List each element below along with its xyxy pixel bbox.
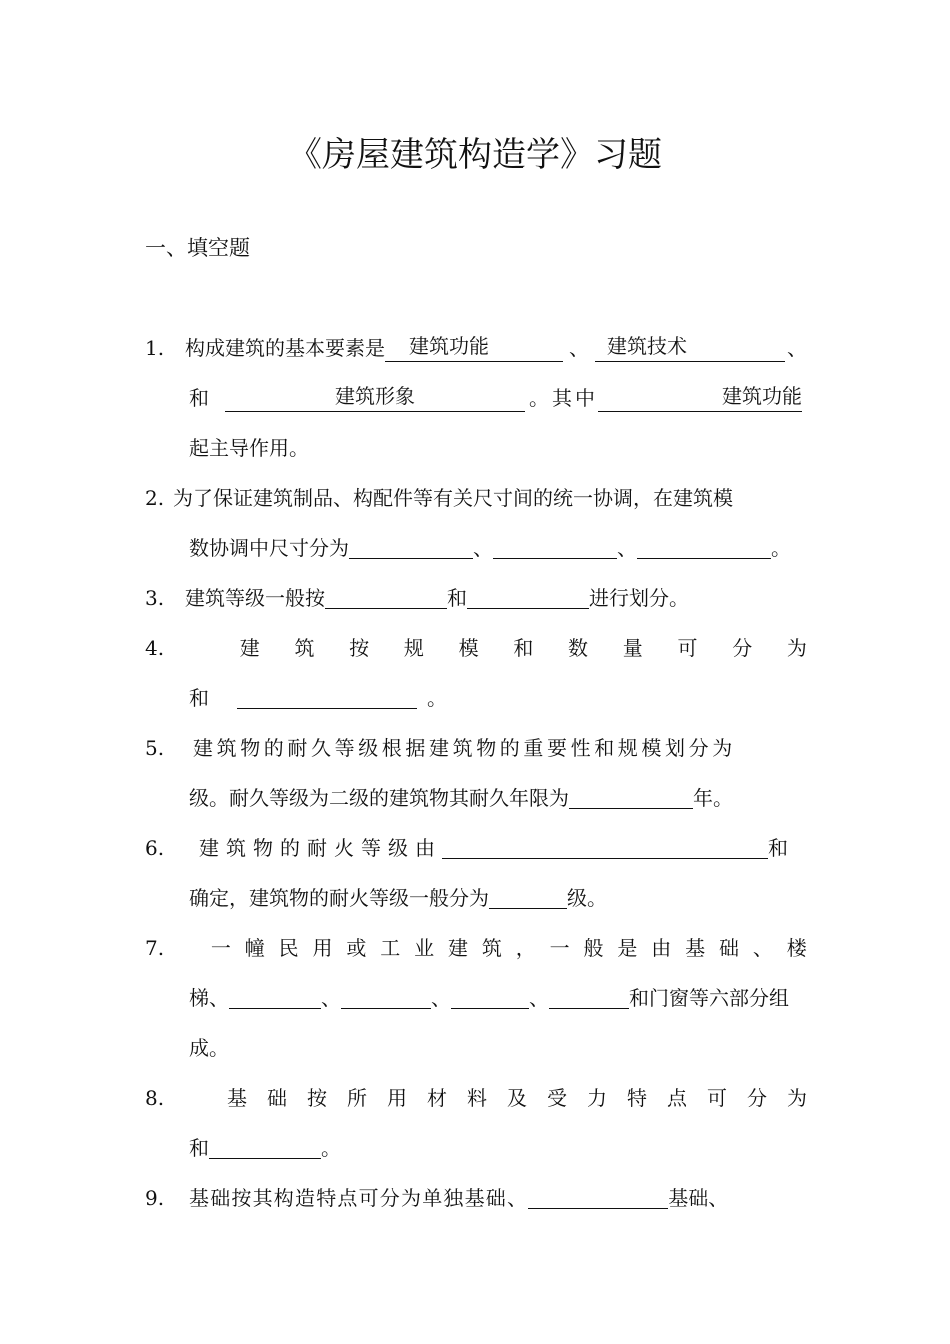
question-char: 楼 xyxy=(786,936,807,960)
question-6-line-2 xyxy=(189,883,807,913)
question-char: 或 xyxy=(346,936,367,960)
question-char: 、 xyxy=(752,936,773,960)
question-char: 量 xyxy=(622,636,643,660)
question-char: 基 xyxy=(685,936,706,960)
question-char: 规 xyxy=(403,636,424,660)
question-1-line-2 xyxy=(189,383,807,413)
question-text: 建筑物的耐久等级根据建筑物的重要性和规模划分为 xyxy=(193,736,736,760)
question-char: 和 xyxy=(513,636,534,660)
separator: 、 xyxy=(321,986,341,1010)
separator: 、 xyxy=(473,536,493,560)
question-char: 按 xyxy=(349,636,370,660)
answer-blank[interactable] xyxy=(325,584,447,609)
answer-blank[interactable] xyxy=(442,834,768,859)
question-char: 为 xyxy=(787,1086,807,1110)
question-char: 业 xyxy=(414,936,435,960)
question-text: 梯、 xyxy=(189,986,229,1010)
answer-text: 建筑功能 xyxy=(722,384,802,408)
question-text: 构成建筑的基本要素是 xyxy=(185,336,385,360)
question-char: 所 xyxy=(347,1086,367,1110)
question-char: 由 xyxy=(651,936,672,960)
question-6-line-1 xyxy=(145,833,807,863)
question-number: 1. xyxy=(145,336,165,360)
answer-blank[interactable] xyxy=(225,384,525,412)
separator: 、 xyxy=(617,536,637,560)
question-char: 础 xyxy=(719,936,739,960)
answer-blank[interactable] xyxy=(489,884,567,909)
question-number: 6. xyxy=(145,836,165,860)
question-char: 筑 xyxy=(481,936,502,960)
question-char: 可 xyxy=(677,636,698,660)
question-text: 。其中 xyxy=(529,386,598,410)
question-text: 基础按其构造特点可分为单独基础、 xyxy=(189,1186,529,1210)
question-7-line-1 xyxy=(145,933,807,963)
question-char: 一 xyxy=(549,936,570,960)
question-char: 是 xyxy=(617,936,638,960)
separator: 、 xyxy=(787,336,807,360)
question-text: 数协调中尺寸分为 xyxy=(189,536,349,560)
question-4-line-1 xyxy=(145,633,807,663)
question-text: 。 xyxy=(771,536,791,560)
question-char: 础 xyxy=(267,1086,287,1110)
question-char: 力 xyxy=(587,1086,607,1110)
question-char: 用 xyxy=(387,1086,407,1110)
question-char: 材 xyxy=(427,1086,447,1110)
question-2-line-2 xyxy=(189,533,807,563)
answer-blank[interactable] xyxy=(385,334,563,362)
question-char: 分 xyxy=(747,1086,767,1110)
question-5-line-2 xyxy=(189,783,807,813)
answer-blank[interactable] xyxy=(637,534,771,559)
question-text: 为了保证建筑制品、构配件等有关尺寸间的统一协调，在建筑模 xyxy=(173,486,733,510)
question-number: 4. xyxy=(145,636,165,660)
question-char: 工 xyxy=(380,936,401,960)
question-text: 建筑物的耐火等级由 xyxy=(199,836,442,860)
answer-blank[interactable] xyxy=(569,784,693,809)
separator: 、 xyxy=(529,986,549,1010)
question-text: 基础、 xyxy=(668,1186,729,1210)
question-number: 8. xyxy=(145,1086,165,1110)
question-1-line-3: 起主导作用。 xyxy=(189,436,309,460)
question-char: 及 xyxy=(507,1086,527,1110)
answer-blank[interactable] xyxy=(549,984,629,1009)
question-9-line-1 xyxy=(145,1183,807,1213)
question-5-line-1 xyxy=(145,733,807,763)
answer-blank[interactable] xyxy=(467,584,589,609)
question-text: 级。 xyxy=(567,886,607,910)
answer-blank[interactable] xyxy=(349,534,473,559)
answer-text: 建筑形象 xyxy=(335,384,415,408)
question-char: 点 xyxy=(667,1086,687,1110)
question-text: 建筑等级一般按 xyxy=(185,586,325,610)
question-3-line-1 xyxy=(145,583,807,613)
question-text: 和 xyxy=(189,1136,209,1160)
question-number: 5. xyxy=(145,736,165,760)
answer-text: 建筑技术 xyxy=(607,334,687,358)
separator: 、 xyxy=(569,336,589,360)
question-text: 确定，建筑物的耐火等级一般分为 xyxy=(189,886,489,910)
question-8-line-1 xyxy=(145,1083,807,1113)
question-text: 。 xyxy=(427,686,447,710)
answer-blank[interactable] xyxy=(341,984,431,1009)
question-char: 建 xyxy=(448,936,468,960)
question-char: 般 xyxy=(583,936,604,960)
answer-text: 建筑功能 xyxy=(409,334,489,358)
question-char: 基 xyxy=(227,1086,247,1110)
question-char: 按 xyxy=(307,1086,327,1110)
answer-blank[interactable] xyxy=(595,334,785,362)
question-text: 级。耐久等级为二级的建筑物其耐久年限为 xyxy=(189,786,569,810)
question-char: 分 xyxy=(732,636,753,660)
question-number: 3. xyxy=(145,586,165,610)
question-7-line-3: 成。 xyxy=(189,1036,229,1060)
answer-blank[interactable] xyxy=(237,684,417,709)
question-1-line-1 xyxy=(145,333,807,363)
question-text: 和 xyxy=(189,386,209,410)
question-char: 民 xyxy=(278,936,299,960)
answer-blank[interactable] xyxy=(493,534,617,559)
question-char: ， xyxy=(515,936,536,960)
question-text: 和门窗等六部分组 xyxy=(629,986,789,1010)
question-char: 为 xyxy=(786,636,807,660)
section-heading: 一、填空题 xyxy=(145,236,250,260)
question-text: 和 xyxy=(189,686,209,710)
question-char: 一 xyxy=(210,936,231,960)
question-text: 年。 xyxy=(693,786,733,810)
document-title: 《房屋建筑构造学》习题 xyxy=(288,135,662,175)
question-char: 可 xyxy=(707,1086,727,1110)
question-8-line-2 xyxy=(189,1133,807,1163)
question-text: 进行划分。 xyxy=(589,586,689,610)
question-char: 受 xyxy=(547,1086,567,1110)
question-char: 用 xyxy=(312,936,333,960)
answer-blank[interactable] xyxy=(528,1184,668,1209)
question-text: 和 xyxy=(447,586,467,610)
question-number: 2. xyxy=(145,486,165,510)
answer-blank[interactable] xyxy=(451,984,529,1009)
question-char: 筑 xyxy=(294,636,315,660)
question-4-line-2 xyxy=(189,683,807,713)
question-char: 料 xyxy=(467,1086,487,1110)
question-char: 模 xyxy=(458,636,479,660)
question-char: 建 xyxy=(239,636,260,660)
question-2-line-1 xyxy=(145,483,807,513)
answer-blank[interactable] xyxy=(229,984,321,1009)
question-number: 9. xyxy=(145,1186,165,1210)
question-text: 。 xyxy=(321,1136,341,1160)
question-text: 和 xyxy=(768,836,788,860)
question-char: 特 xyxy=(627,1086,647,1110)
question-char: 数 xyxy=(568,636,589,660)
question-char: 幢 xyxy=(244,936,265,960)
question-7-line-2 xyxy=(189,983,807,1013)
question-number: 7. xyxy=(145,936,165,960)
separator: 、 xyxy=(431,986,451,1010)
answer-blank[interactable] xyxy=(598,384,802,412)
answer-blank[interactable] xyxy=(209,1134,321,1159)
